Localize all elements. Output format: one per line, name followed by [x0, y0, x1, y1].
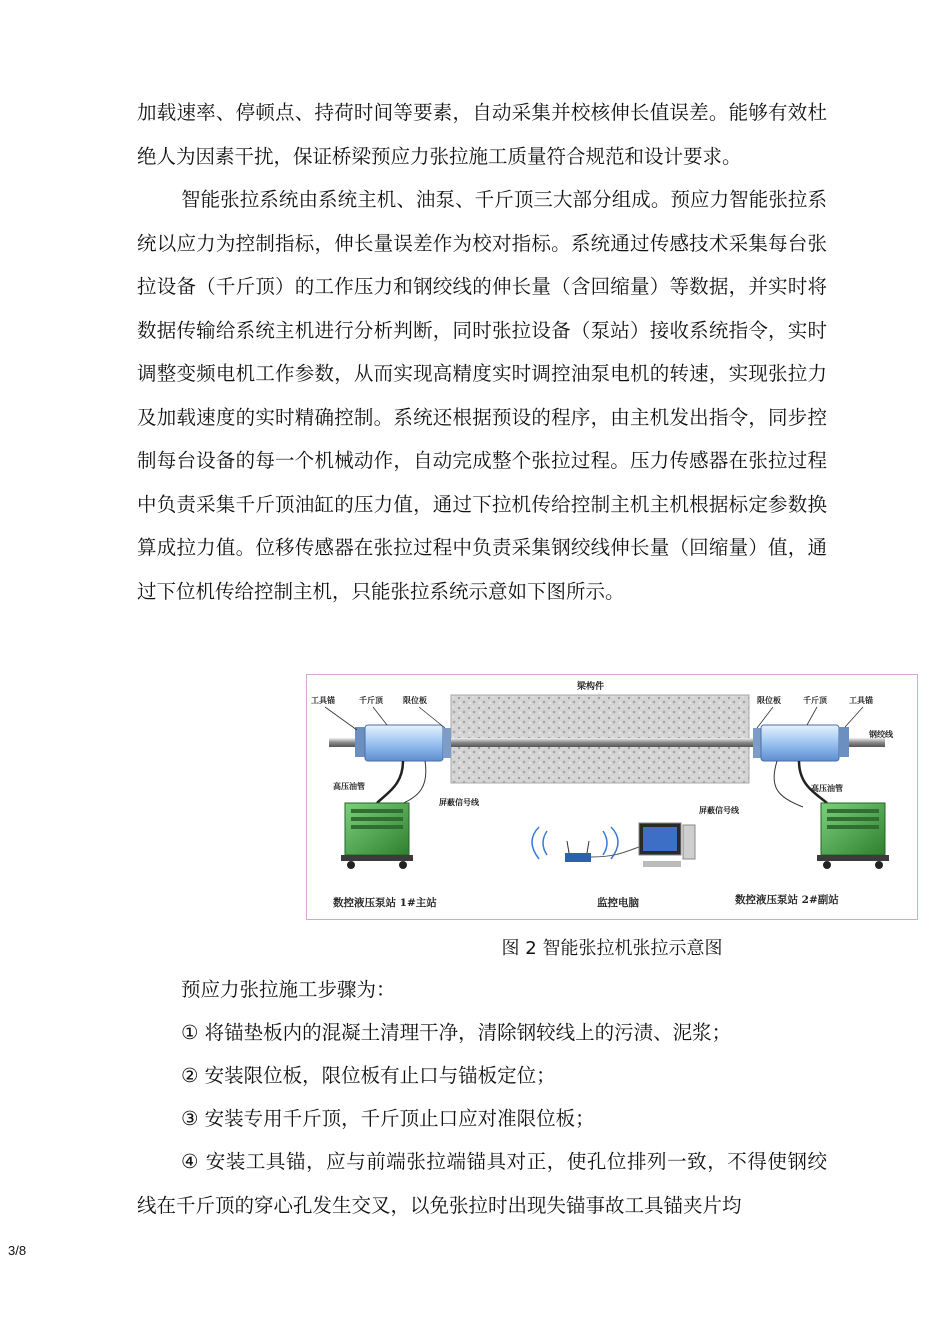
strand-label: 钢绞线: [869, 729, 893, 739]
right-pump-station: [817, 803, 889, 869]
step-4: ④ 安装工具锚，应与前端张拉端锚具对正，使孔位排列一致，不得使钢绞线在千斤顶的穿心孔发生交叉，以免张拉时出现失锚事故工具锚夹片均: [137, 1150, 827, 1217]
beam-label: 梁构件: [577, 682, 605, 692]
paragraph-1: 加载速率、停顿点、持荷时间等要素，自动采集并校核伸长值误差。能够有效杜绝人为因素干扰，保证桥梁预应力张拉施工质量符合规范和设计要求。: [137, 101, 827, 168]
steps-intro: 预应力张拉施工步骤为：: [181, 978, 396, 1001]
left-jack-body: [365, 725, 443, 761]
right-tool-anchor-label: 工具锚: [849, 695, 873, 705]
left-hose-label: 高压油管: [333, 781, 365, 791]
paragraph-2: 智能张拉系统由系统主机、油泵、千斤顶三大部分组成。预应力智能张拉系统以应力为控制指标，伸长量误差作为校对指标。系统通过传感技术采集每台张拉设备（千斤顶）的工作压力和钢绞线的伸长量（含回缩量）等数据，并实时将数据传输给系统主机进行分析判断，同时张拉设备（泵站）接收系统指令，实时调整变频电机工作参数，从而实现高精度实时调控油泵电机的转速，实现张拉力及加载速度的实时精确控制。系统还根据预设的程序，由主机发出指令，同步控制每台设备的每一个机械动作，自动完成整个张拉过程。压力传感器在张拉过程中负责采集千斤顶油缸的压力值，通过下拉机传给控制主机主机根据标定参数换算成拉力值。位移传感器在张拉过程中负责采集钢绞线伸长量（回缩量）值，通过下位机传给控制主机，只能张拉系统示意如下图所示。: [137, 188, 827, 603]
step-3: ③ 安装专用千斤顶，千斤顶止口应对准限位板；: [181, 1107, 595, 1130]
tensioning-diagram: [306, 674, 918, 920]
right-station-label: 数控液压泵站 2#副站: [735, 894, 839, 906]
left-tool-anchor-label: 工具锚: [311, 695, 335, 705]
right-limit-plate-label: 限位板: [757, 695, 781, 705]
left-station-label: 数控液压泵站 1#主站: [333, 897, 437, 909]
monitor-computer: [532, 823, 695, 867]
diagram-svg: [307, 675, 919, 921]
right-tool-anchor-body: [839, 727, 849, 757]
step-2: ② 安装限位板，限位板有止口与锚板定位；: [181, 1064, 556, 1087]
left-limit-plate-body: [443, 728, 451, 758]
left-tool-anchor-body: [355, 727, 365, 757]
left-pump-station: [341, 803, 413, 869]
monitor-label: 监控电脑: [597, 897, 639, 909]
figure-caption: 图 2 智能张拉机张拉示意图: [501, 938, 723, 959]
right-limit-plate-body: [753, 728, 761, 758]
right-jack-body: [761, 725, 839, 761]
left-limit-plate-label: 限位板: [403, 695, 427, 705]
left-jack-label: 千斤顶: [359, 695, 383, 705]
left-signal-label: 屏蔽信号线: [439, 797, 479, 807]
page-number: 3/8: [8, 1243, 27, 1258]
right-signal-label: 屏蔽信号线: [699, 805, 739, 815]
step-1: ① 将锚垫板内的混凝土清理干净，清除钢较线上的污渍、泥浆；: [181, 1021, 732, 1044]
right-jack-label: 千斤顶: [803, 695, 827, 705]
right-hose-label: 高压油管: [811, 783, 843, 793]
